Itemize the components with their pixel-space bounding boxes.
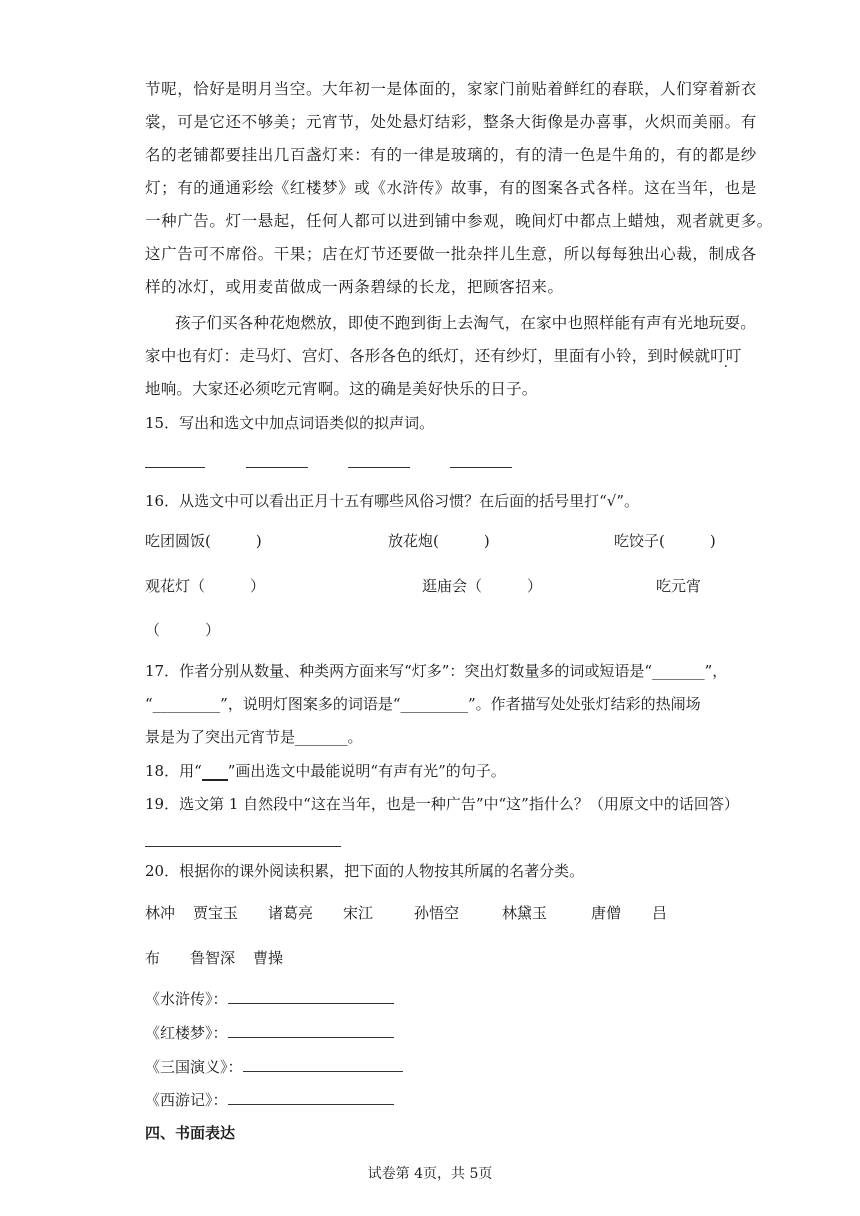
character-name: 林黛玉 — [502, 904, 548, 922]
question-17: 17．作者分别从数量、种类两方面来写“灯多”：突出灯数量多的词或短语是“_______”， — [145, 662, 728, 680]
option-checkbox[interactable]: 吃饺子( ) — [614, 532, 716, 550]
question-text: 18．用“ — [145, 762, 202, 780]
passage-line: 地响。大家还必须吃元宵啊。这的确是美好快乐的日子。 — [145, 380, 538, 398]
question-19: 19．选文第 1 自然段中“这在当年，也是一种广告”中“这”指什么？（用原文中的话回答） — [145, 795, 739, 813]
answer-blank[interactable] — [348, 466, 410, 468]
question-16: 16．从选文中可以看出正月十五有哪些风俗习惯？在后面的括号里打“√”。 — [145, 492, 639, 510]
book-label — [145, 1056, 403, 1077]
answer-blank[interactable] — [228, 1036, 394, 1038]
question-18 — [145, 760, 506, 781]
passage-line: 名的老铺都要挂出几百盏灯来：有的一律是玻璃的，有的清一色是牛角的，有的都是纱 — [145, 146, 757, 164]
character-name: 林冲 — [145, 904, 176, 922]
character-name: 布 — [145, 949, 161, 967]
book-label — [145, 988, 394, 1009]
question-15: 15．写出和选文中加点词语类似的拟声词。 — [145, 414, 435, 432]
answer-blank[interactable] — [243, 1070, 403, 1072]
passage-line: 一种广告。灯一悬起，任何人都可以进到铺中参观，晚间灯中都点上蜡烛，观者就更多。 — [145, 212, 773, 230]
page-footer: 试卷第 4页，共 5页 — [367, 1166, 493, 1182]
answer-blank[interactable] — [246, 466, 308, 468]
book-name: 《红楼梦》： — [145, 1024, 228, 1042]
book-name: 《三国演义》： — [145, 1058, 243, 1076]
dotted-word: 叮叮 — [710, 347, 742, 365]
character-name: 曹操 — [253, 949, 284, 967]
option-checkbox[interactable]: 逛庙会（ ） — [422, 577, 543, 595]
question-17: 景是为了突出元宵节是_______。 — [145, 728, 363, 746]
passage-line: 孩子们买各种花炮燃放，即使不跑到街上去淘气，在家中也照样能有声有光地玩耍。 — [175, 314, 756, 332]
character-name: 鲁智深 — [190, 949, 236, 967]
character-name: 宋江 — [343, 904, 374, 922]
book-name: 《西游记》： — [145, 1091, 228, 1109]
passage-line: 节呢，恰好是明月当空。大年初一是体面的，家家门前贴着鲜红的春联，人们穿着新衣 — [145, 80, 757, 98]
answer-blank[interactable] — [450, 466, 512, 468]
passage-line: 裳，可是它还不够美；元宵节，处处悬灯结彩，整条大街像是办喜事，火炽而美丽。有 — [145, 113, 757, 131]
section-title: 四、书面表达 — [145, 1124, 236, 1142]
question-17: “_________”，说明灯图案多的词语是“_________”。作者描写处处张灯结彩的热闹场 — [145, 695, 701, 713]
character-name: 孙悟空 — [414, 904, 460, 922]
passage-line: 这广告可不席俗。干果；店在灯节还要做一批杂拌儿生意，所以每每独出心裁，制成各 — [145, 245, 757, 263]
character-name: 唐僧 — [591, 904, 622, 922]
option-checkbox[interactable]: （ ） — [145, 621, 221, 639]
character-name: 诸葛亮 — [268, 904, 314, 922]
option-checkbox[interactable]: 吃团圆饭( ) — [145, 532, 262, 550]
answer-blank[interactable] — [228, 1103, 394, 1105]
passage-line: 灯；有的通通彩绘《红楼梦》或《水浒传》故事，有的图案各式各样。这在当年，也是 — [145, 179, 757, 197]
passage-text: 家中也有灯：走马灯、宫灯、各形各色的纸灯，还有纱灯，里面有小铃，到时候就 — [145, 347, 711, 365]
answer-blank[interactable] — [228, 1002, 394, 1004]
passage-line — [145, 344, 742, 366]
character-name: 贾宝玉 — [193, 904, 239, 922]
underline-mark — [202, 765, 228, 781]
option-checkbox[interactable]: 观花灯（ ） — [145, 577, 266, 595]
answer-blank[interactable] — [145, 466, 205, 468]
passage-line: 样的冰灯，或用麦苗做成一两条碧绿的长龙，把顾客招来。 — [145, 278, 564, 296]
question-text: ”画出选文中最能说明“有声有光”的句子。 — [227, 762, 506, 780]
book-name: 《水浒传》： — [145, 990, 228, 1008]
option-label: 吃元宵 — [656, 577, 702, 595]
option-checkbox[interactable]: 放花炮( ) — [388, 532, 490, 550]
character-name: 吕 — [652, 904, 668, 922]
book-label — [145, 1022, 394, 1043]
book-label — [145, 1089, 394, 1110]
question-20: 20．根据你的课外阅读积累，把下面的人物按其所属的名著分类。 — [145, 862, 585, 880]
answer-blank[interactable] — [145, 845, 341, 847]
